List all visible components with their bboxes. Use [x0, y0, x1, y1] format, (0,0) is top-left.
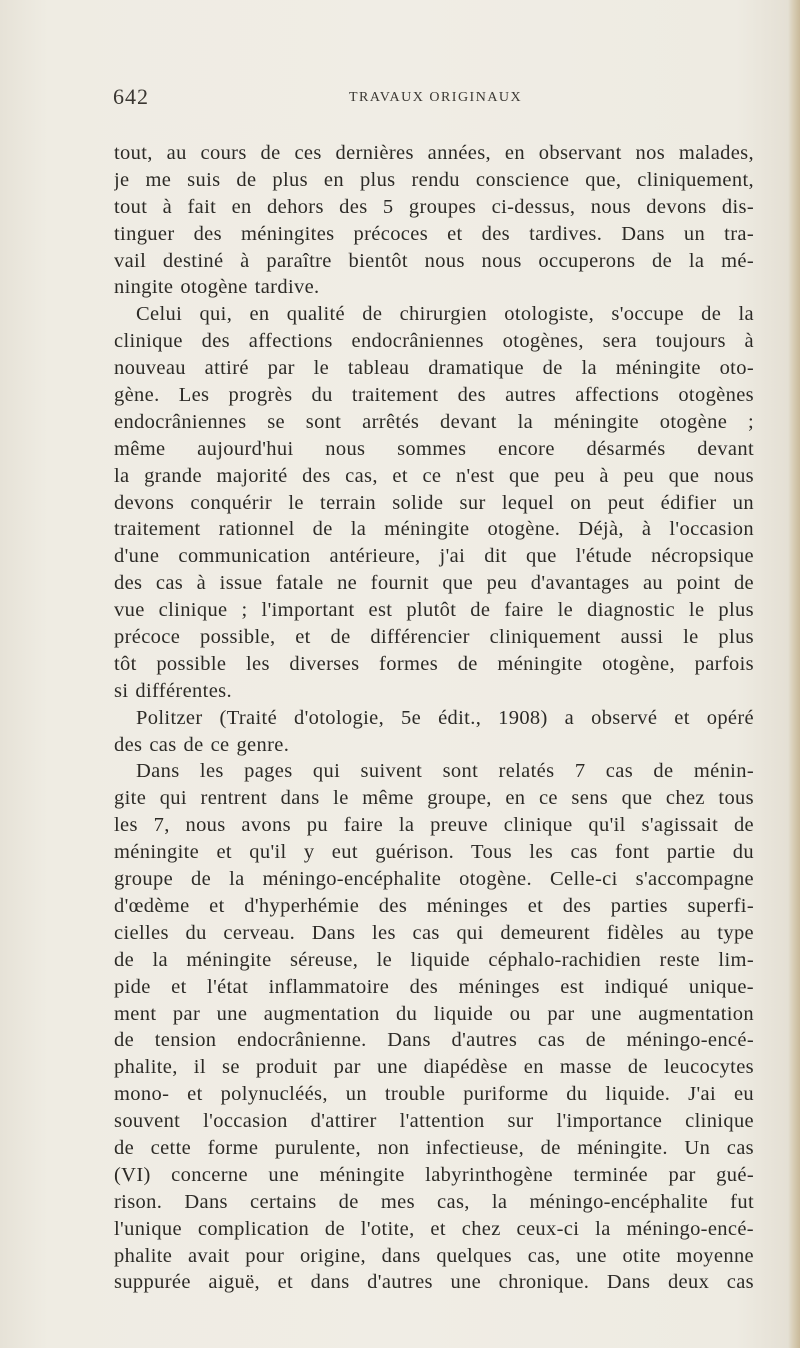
- text-line: tinguer des méningites précoces et des tardives. Dans un tra-: [114, 222, 754, 245]
- text-line: devons conquérir le terrain solide sur lequel on peut édifier un: [114, 491, 754, 514]
- text-line: les 7, nous avons pu faire la preuve clinique qu'il s'agissait de: [114, 814, 754, 837]
- text-line: endocrâniennes se sont arrêtés devant la méningite otogène ;: [114, 410, 754, 433]
- text-line: vue clinique ; l'important est plutôt de faire le diagnostic le plus: [114, 599, 754, 622]
- text-line: tout, au cours de ces dernières années, en observant nos malades,: [114, 142, 754, 164]
- text-line: rison. Dans certains de mes cas, la méningo-encéphalite fut: [114, 1190, 754, 1213]
- text-line: la grande majorité des cas, et ce n'est que peu à peu que nous: [114, 464, 754, 487]
- text-line: gite qui rentrent dans le même groupe, en ce sens que chez tous: [114, 787, 754, 810]
- text-line: je me suis de plus en plus rendu conscience que, cliniquement,: [114, 168, 754, 191]
- text-line: tôt possible les diverses formes de méningite otogène, parfois: [114, 652, 754, 675]
- text-line: Celui qui, en qualité de chirurgien otologiste, s'occupe de la: [136, 303, 754, 326]
- text-line: gène. Les progrès du traitement des autres affections otogènes: [114, 384, 754, 407]
- text-line: de la méningite séreuse, le liquide céphalo-rachidien reste lim-: [114, 948, 754, 971]
- text-line: nouveau attiré par le tableau dramatique de la méningite oto-: [114, 357, 754, 380]
- text-line: ment par une augmentation du liquide ou par une augmentation: [114, 1002, 754, 1025]
- text-line: pide et l'état inflammatoire des méninges est indiqué unique-: [114, 975, 754, 998]
- text-line: souvent l'occasion d'attirer l'attention sur l'importance clinique: [114, 1110, 754, 1133]
- text-line: vail destiné à paraître bientôt nous nous occuperons de la mé-: [114, 249, 754, 272]
- text-line: précoce possible, et de différencier cliniquement aussi le plus: [114, 626, 754, 649]
- text-line: l'unique complication de l'otite, et chez ceux-ci la méningo-encé-: [114, 1217, 754, 1240]
- text-line: méningite et qu'il y eut guérison. Tous les cas font partie du: [114, 841, 754, 864]
- text-line: des cas à issue fatale ne fournit que peu d'avantages au point de: [114, 572, 754, 595]
- page-header: [113, 84, 673, 118]
- text-line: de cette forme purulente, non infectieuse, de méningite. Un cas: [114, 1136, 754, 1159]
- text-line: d'une communication antérieure, j'ai dit que l'étude nécropsique: [114, 545, 754, 568]
- body-text: [114, 140, 754, 1296]
- text-line: des cas de ce genre.: [114, 733, 290, 756]
- text-line: ningite otogène tardive.: [114, 276, 320, 299]
- text-line: phalite, il se produit par une diapédèse en masse de leucocytes: [114, 1056, 754, 1079]
- text-line: si différentes.: [114, 679, 232, 702]
- page-edge: [788, 0, 800, 1348]
- text-line: de tension endocrânienne. Dans d'autres cas de méningo-encé-: [114, 1029, 754, 1052]
- text-line: d'œdème et d'hyperhémie des méninges et des parties superfi-: [114, 894, 754, 917]
- text-line: suppurée aiguë, et dans d'autres une chronique. Dans deux cas: [114, 1271, 754, 1294]
- text-line: Dans les pages qui suivent sont relatés 7 cas de ménin-: [136, 760, 754, 783]
- text-line: phalite avait pour origine, dans quelques cas, une otite moyenne: [114, 1244, 754, 1267]
- running-head: TRAVAUX ORIGINAUX: [349, 90, 523, 105]
- text-line: groupe de la méningo-encéphalite otogène. Celle-ci s'accompagne: [114, 868, 754, 891]
- text-line: Politzer (Traité d'otologie, 5e édit., 1908) a observé et opéré: [136, 706, 754, 729]
- text-line: clinique des affections endocrâniennes otogènes, sera toujours à: [114, 330, 754, 353]
- text-line: (VI) concerne une méningite labyrinthogène terminée par gué-: [114, 1163, 754, 1186]
- text-line: même aujourd'hui nous sommes encore désarmés devant: [114, 437, 754, 460]
- text-line: tout à fait en dehors des 5 groupes ci-dessus, nous devons dis-: [114, 195, 754, 218]
- page-number: 642: [113, 84, 149, 109]
- text-line: cielles du cerveau. Dans les cas qui demeurent fidèles au type: [114, 921, 754, 944]
- text-line: traitement rationnel de la méningite otogène. Déjà, à l'occasion: [114, 518, 754, 541]
- text-line: mono- et polynucléés, un trouble puriforme du liquide. J'ai eu: [114, 1083, 754, 1106]
